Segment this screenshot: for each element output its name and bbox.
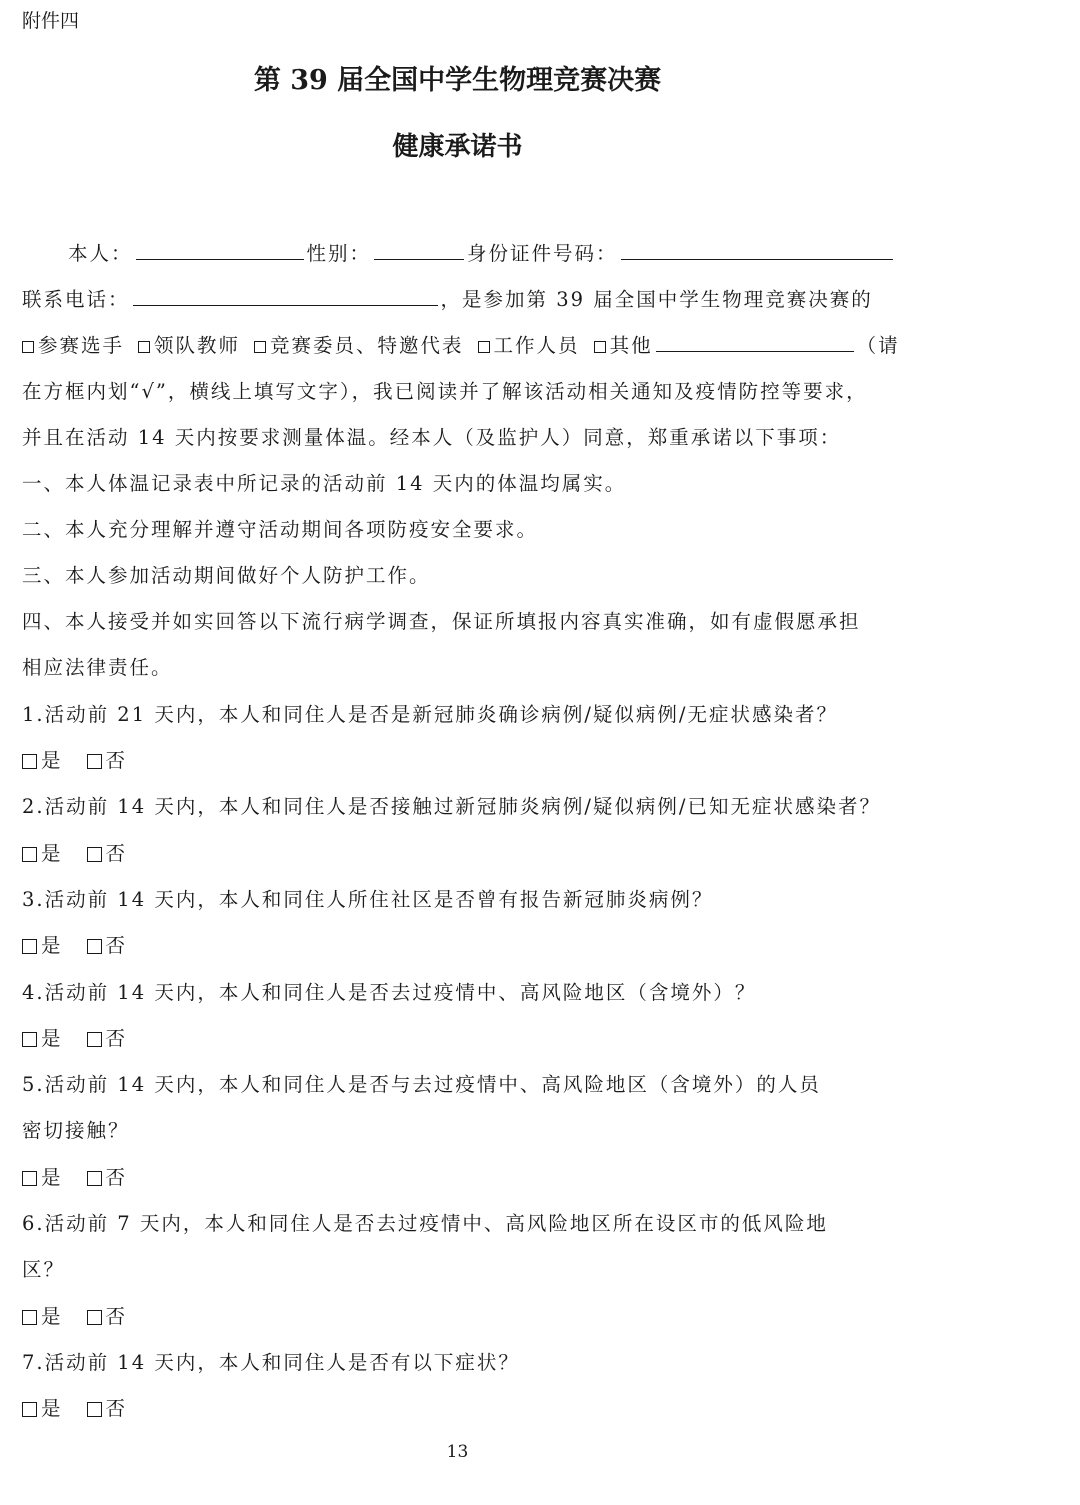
role-option[interactable] xyxy=(254,334,464,357)
role-label: 参赛选手 xyxy=(38,334,125,357)
question-6-continued: 区？ xyxy=(22,1258,66,1281)
yes-label: 是 xyxy=(41,842,63,865)
question-5-continued: 密切接触？ xyxy=(22,1119,130,1142)
yes-label: 是 xyxy=(41,1305,63,1328)
question-2: 2.活动前 14 天内，本人和同住人是否接触过新冠肺炎病例/疑似病例/已知无症状感染者？ xyxy=(22,795,881,818)
page-number: 13 xyxy=(446,1442,469,1462)
role-option[interactable] xyxy=(478,334,580,357)
checkbox[interactable] xyxy=(22,1402,37,1417)
checkbox[interactable] xyxy=(254,341,266,353)
no-option[interactable] xyxy=(87,1305,128,1328)
yes-label: 是 xyxy=(41,1027,63,1050)
attachment-label: 附件四 xyxy=(22,10,80,32)
answer-row xyxy=(22,1027,127,1051)
answer-row xyxy=(22,934,127,958)
no-option[interactable] xyxy=(87,1166,128,1189)
role-label: 领队教师 xyxy=(154,334,241,357)
phone-line xyxy=(22,287,873,312)
question-4: 4.活动前 14 天内，本人和同住人是否去过疫情中、高风险地区（含境外）？ xyxy=(22,981,757,1004)
yes-label: 是 xyxy=(41,749,63,772)
answer-row xyxy=(22,749,127,773)
gender-blank[interactable] xyxy=(374,241,464,260)
checkbox[interactable] xyxy=(87,939,102,954)
role-option[interactable] xyxy=(594,334,653,357)
role-label: 其他 xyxy=(609,334,653,357)
no-option[interactable] xyxy=(87,1027,128,1050)
yes-label: 是 xyxy=(41,1397,63,1420)
no-label: 否 xyxy=(105,1305,128,1328)
instructions-line-1: 在方框内划“√”，横线上填写文字），我已阅读并了解该活动相关通知及疫情防控等要求， xyxy=(22,380,868,403)
checkbox[interactable] xyxy=(594,341,606,353)
document-title: 第 39 届全国中学生物理竞赛决赛 xyxy=(253,65,662,96)
no-label: 否 xyxy=(105,842,128,865)
checkbox[interactable] xyxy=(87,1402,102,1417)
no-label: 否 xyxy=(105,1027,128,1050)
answer-row xyxy=(22,1166,127,1190)
pledge-item: 四、本人接受并如实回答以下流行病学调查，保证所填报内容真实准确，如有虚假愿承担 xyxy=(22,610,861,633)
pledge-item: 一、本人体温记录表中所记录的活动前 14 天内的体温均属实。 xyxy=(22,472,627,495)
no-label: 否 xyxy=(105,934,128,957)
checkbox[interactable] xyxy=(22,847,37,862)
yes-option[interactable] xyxy=(22,1397,63,1420)
pledge-item: 二、本人充分理解并遵守活动期间各项防疫安全要求。 xyxy=(22,518,539,541)
id-blank[interactable] xyxy=(621,241,893,260)
yes-option[interactable] xyxy=(22,1166,63,1189)
other-blank[interactable] xyxy=(656,333,854,352)
no-option[interactable] xyxy=(87,1397,128,1420)
no-label: 否 xyxy=(105,1166,128,1189)
question-5: 5.活动前 14 天内，本人和同住人是否与去过疫情中、高风险地区（含境外）的人员 xyxy=(22,1073,821,1096)
yes-label: 是 xyxy=(41,1166,63,1189)
name-label: 本人： xyxy=(68,242,133,265)
pledge-item: 三、本人参加活动期间做好个人防护工作。 xyxy=(22,564,431,587)
checkbox[interactable] xyxy=(478,341,490,353)
checkbox[interactable] xyxy=(87,1171,102,1186)
id-label: 身份证件号码： xyxy=(467,242,618,265)
gender-label: 性别： xyxy=(306,242,372,265)
yes-option[interactable] xyxy=(22,1305,63,1328)
yes-option[interactable] xyxy=(22,842,63,865)
role-label: 竞赛委员、特邀代表 xyxy=(270,334,464,357)
checkbox[interactable] xyxy=(87,754,102,769)
yes-option[interactable] xyxy=(22,749,63,772)
no-option[interactable] xyxy=(87,934,128,957)
no-label: 否 xyxy=(105,1397,128,1420)
question-7: 7.活动前 14 天内，本人和同住人是否有以下症状？ xyxy=(22,1351,520,1374)
instructions-line-2: 并且在活动 14 天内按要求测量体温。经本人（及监护人）同意，郑重承诺以下事项： xyxy=(22,426,842,449)
question-6: 6.活动前 7 天内，本人和同住人是否去过疫情中、高风险地区所在设区市的低风险地 xyxy=(22,1212,828,1235)
role-option[interactable] xyxy=(138,334,240,357)
checkbox[interactable] xyxy=(22,754,37,769)
yes-label: 是 xyxy=(41,934,63,957)
phone-blank[interactable] xyxy=(133,287,438,306)
role-line xyxy=(22,333,900,358)
checkbox[interactable] xyxy=(22,1032,37,1047)
checkbox[interactable] xyxy=(87,1310,102,1325)
name-blank[interactable] xyxy=(136,241,304,260)
phone-tail: ，是参加第 39 届全国中学生物理竞赛决赛的 xyxy=(440,288,873,311)
checkbox[interactable] xyxy=(22,1171,37,1186)
roles-tail: （请 xyxy=(856,334,900,357)
question-3: 3.活动前 14 天内，本人和同住人所住社区是否曾有报告新冠肺炎病例？ xyxy=(22,888,714,911)
yes-option[interactable] xyxy=(22,934,63,957)
question-1: 1.活动前 21 天内，本人和同住人是否是新冠肺炎确诊病例/疑似病例/无症状感染者？ xyxy=(22,703,838,726)
checkbox[interactable] xyxy=(87,1032,102,1047)
answer-row xyxy=(22,1397,127,1421)
no-option[interactable] xyxy=(87,749,128,772)
role-option[interactable] xyxy=(22,334,124,357)
identity-line xyxy=(68,241,896,266)
checkbox[interactable] xyxy=(22,1310,37,1325)
yes-option[interactable] xyxy=(22,1027,63,1050)
checkbox[interactable] xyxy=(87,847,102,862)
document-subtitle: 健康承诺书 xyxy=(392,132,523,162)
phone-label: 联系电话： xyxy=(22,288,130,311)
no-label: 否 xyxy=(105,749,128,772)
no-option[interactable] xyxy=(87,842,128,865)
role-label: 工作人员 xyxy=(493,334,580,357)
answer-row xyxy=(22,1305,127,1329)
pledge-item-continued: 相应法律责任。 xyxy=(22,656,173,679)
checkbox[interactable] xyxy=(22,939,37,954)
checkbox[interactable] xyxy=(138,341,150,353)
answer-row xyxy=(22,842,127,866)
checkbox[interactable] xyxy=(22,341,34,353)
